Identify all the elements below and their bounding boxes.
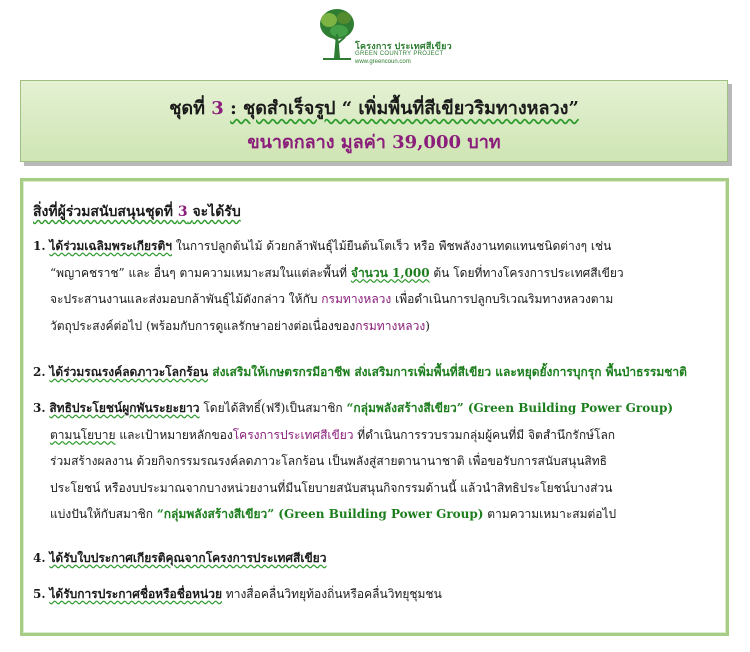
package-price: ขนาดกลาง มูลค่า 39,000 บาท bbox=[247, 132, 501, 153]
package-header bbox=[20, 80, 728, 162]
benefits-heading: สิ่งที่ผู้ร่วมสนับสนุนชุดที่ 3 จะได้รับ bbox=[33, 204, 241, 220]
package-number: 3 bbox=[211, 98, 224, 119]
package-title-text: : ชุดสำเร็จรูป “ เพิ่มพื้นที่สีเขียวริมทางหลวง” bbox=[230, 98, 579, 119]
benefit-item-3: 3. สิทธิประโยชน์ผูกพันระยะยาว โดยได้สิทธิ์(ฟรี)เป็นสมาชิก “กลุ่มพลังสร้างสีเขียว” (Green Building Power Group) ตามนโยบาย และเป้าหมายหลักของโครงการประเทศสีเขียว ที่ดำเนินการรวบรวมกลุ่มผู้คนที่มี จิตสำนึกรักษ์โลก ร่วมสร้างผลงาน ด้วยกิจกรรมรณรงค์ลดภาวะโลกร้อน เป็นพลังสู่สายตานานาชาติ เพื่อขอรับการสนับสนุนสิทธิ ประโยชน์ หรืองบประมาณจากบางหน่วยงานที่มีนโยบายสนับสนุนกิจกรรมด้านนี้ แล้วนำสิทธิประโยชน์บางส่วน แบ่งปันให้กับสมาชิก “กลุ่มพลังสร้างสีเขียว” (Green Building Power Group) ตามความเหมาะสมต่อไป bbox=[33, 401, 674, 521]
logo-title-thai: โครงการ ประเทศสีเขียว bbox=[355, 41, 452, 51]
benefit-item-5: 5. ได้รับการประกาศชื่อหรือชื่อหน่วย ทางสื่อคลื่นวิทยุท้องถิ่นหรือคลื่นวิทยุชุมชน bbox=[33, 587, 442, 601]
package-title: ชุดที่ 3 : ชุดสำเร็จรูป “ เพิ่มพื้นที่สีเขียวริมทางหลวง” bbox=[169, 98, 579, 119]
benefit-item-4: 4. ได้รับใบประกาศเกียรติคุณจากโครงการประเทศสีเขียว bbox=[33, 551, 327, 565]
green-country-logo bbox=[315, 6, 465, 68]
benefit-item-1: 1. ได้ร่วมเฉลิมพระเกียรติฯ ในการปลูกต้นไม้ ด้วยกล้าพันธุ์ไม้ยืนต้นโตเร็ว หรือ พืชพลังงานทดแทนชนิดต่างๆ เช่น “พญาคชราช” และ อื่นๆ ตามความเหมาะสมในแต่ละพื้นที่ จำนวน 1,000 ต้น โดยที่ทางโครงการประเทศสีเขียว จะประสานงานและส่งมอบกล้าพันธุ์ไม้ดังกล่าว ให้กับ กรมทางหลวง เพื่อดำเนินการปลูกบริเวณริมทางหลวงตาม วัตถุประสงค์ต่อไป (พร้อมกับการดูแลรักษาอย่างต่อเนื่องของกรมทางหลวง) bbox=[33, 239, 624, 333]
logo-title-english: GREEN COUNTRY PROJECT bbox=[355, 51, 444, 58]
benefit-item-2: 2. ได้ร่วมรณรงค์ลดภาวะโลกร้อน ส่งเสริมให้เกษตรกรมีอาชีพ ส่งเสริมการเพิ่มพื้นที่สีเขียว และหยุดยั้งการบุกรุก พื้นป่าธรรมชาติ bbox=[33, 365, 687, 379]
logo-website: www.greencoun.com bbox=[355, 58, 411, 65]
benefits-box bbox=[20, 178, 729, 636]
